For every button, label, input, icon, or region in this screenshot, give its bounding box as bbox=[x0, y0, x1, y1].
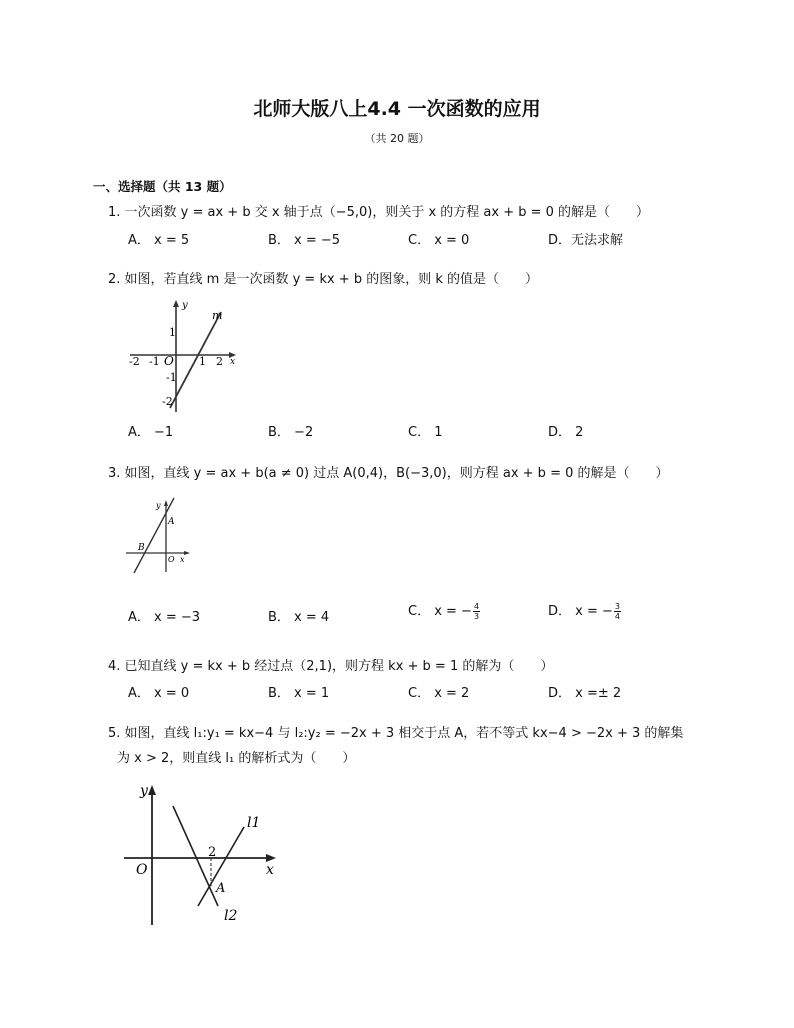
option-c-text: C． x = − bbox=[408, 604, 472, 619]
question-5-stem-line-2: 为 x > 2，则直线 l₁ 的解析式为（ ） bbox=[117, 751, 356, 766]
question-2-graph bbox=[126, 296, 242, 416]
question-1-stem: 1. 一次函数 y = ax + b 交 x 轴于点（−5,0)，则关于 x 的方程 ax + b = 0 的解是（ ） bbox=[108, 205, 650, 220]
question-4-option-c[interactable]: C． x = 2 bbox=[408, 686, 470, 701]
x-tick-2: 2 bbox=[208, 845, 217, 860]
question-1-option-b[interactable]: B． x = −5 bbox=[268, 233, 341, 248]
origin-label: O bbox=[136, 862, 148, 878]
fraction: $\frac{3}{4}$ bbox=[614, 602, 620, 621]
x-tick-neg1: -1 bbox=[149, 355, 160, 368]
question-2-option-d[interactable]: D． 2 bbox=[548, 425, 584, 440]
y-axis-arrow bbox=[173, 300, 179, 307]
x-label: x bbox=[230, 357, 236, 367]
question-2-option-c[interactable]: C． 1 bbox=[408, 425, 443, 440]
question-4-stem: 4. 已知直线 y = kx + b 经过点（2,1)，则方程 kx + b = 1 的解为（ ） bbox=[108, 659, 554, 674]
section-heading: 一、选择题（共 13 题） bbox=[93, 179, 232, 194]
point-a-label: A bbox=[168, 517, 175, 527]
question-count: （共 20 题） bbox=[364, 132, 430, 145]
question-3-stem: 3. 如图，直线 y = ax + b(a ≠ 0) 过点 A(0,4)，B(−3,0)，则方程 ax + b = 0 的解是（ ） bbox=[108, 466, 669, 481]
origin-label: O bbox=[168, 555, 175, 564]
question-2-stem: 2. 如图，若直线 m 是一次函数 y = kx + b 的图象，则 k 的值是（ ） bbox=[108, 272, 539, 287]
y-axis-arrow bbox=[164, 500, 168, 506]
point-a-label: A bbox=[216, 881, 226, 896]
question-5-graph bbox=[120, 780, 285, 930]
y-tick-neg1: -1 bbox=[166, 371, 177, 384]
point-b-label: B bbox=[138, 543, 145, 553]
y-label: y bbox=[140, 783, 148, 799]
line-m bbox=[170, 312, 221, 408]
question-3-option-c[interactable] bbox=[408, 600, 480, 621]
y-tick-neg2: -2 bbox=[162, 395, 173, 408]
option-d-text: D． x = − bbox=[548, 604, 613, 619]
fraction: $\frac{4}{3}$ bbox=[473, 602, 480, 621]
question-1-option-c[interactable]: C． x = 0 bbox=[408, 233, 470, 248]
question-4-option-a[interactable]: A． x = 0 bbox=[128, 686, 190, 701]
question-4-option-b[interactable]: B． x = 1 bbox=[268, 686, 330, 701]
question-1-option-d[interactable]: D．无法求解 bbox=[548, 233, 624, 248]
question-3-option-b[interactable]: B． x = 4 bbox=[268, 610, 330, 625]
question-3-option-d[interactable] bbox=[548, 600, 621, 621]
x-tick-1: 1 bbox=[199, 355, 206, 368]
question-2-option-a[interactable]: A． −1 bbox=[128, 425, 174, 440]
y-axis-arrow bbox=[148, 785, 156, 795]
x-label: x bbox=[266, 862, 274, 878]
origin-label: O bbox=[164, 354, 174, 368]
question-5-stem-line-1: 5. 如图，直线 l₁:y₁ = kx−4 与 l₂:y₂ = −2x + 3 相交于点 A，若不等式 kx−4 > −2x + 3 的解集 bbox=[108, 726, 684, 741]
page-title: 北师大版八上4.4 一次函数的应用 bbox=[253, 98, 541, 120]
y-label: y bbox=[156, 501, 161, 510]
question-1-option-a[interactable]: A． x = 5 bbox=[128, 233, 190, 248]
x-tick-2: 2 bbox=[216, 355, 223, 368]
x-label: x bbox=[180, 555, 185, 564]
question-4-option-d[interactable]: D． x =± 2 bbox=[548, 686, 622, 701]
x-tick-neg2: -2 bbox=[129, 355, 140, 368]
y-tick-1: 1 bbox=[169, 326, 176, 339]
m-label: m bbox=[212, 309, 223, 322]
y-label: y bbox=[182, 300, 188, 311]
question-2-option-b[interactable]: B． −2 bbox=[268, 425, 314, 440]
l1-label: l1 bbox=[247, 815, 261, 831]
question-3-option-a[interactable]: A． x = −3 bbox=[128, 610, 201, 625]
x-axis-arrow bbox=[184, 551, 190, 555]
question-3-graph bbox=[124, 496, 196, 576]
l2-label: l2 bbox=[224, 908, 238, 924]
x-axis-arrow bbox=[266, 854, 276, 862]
